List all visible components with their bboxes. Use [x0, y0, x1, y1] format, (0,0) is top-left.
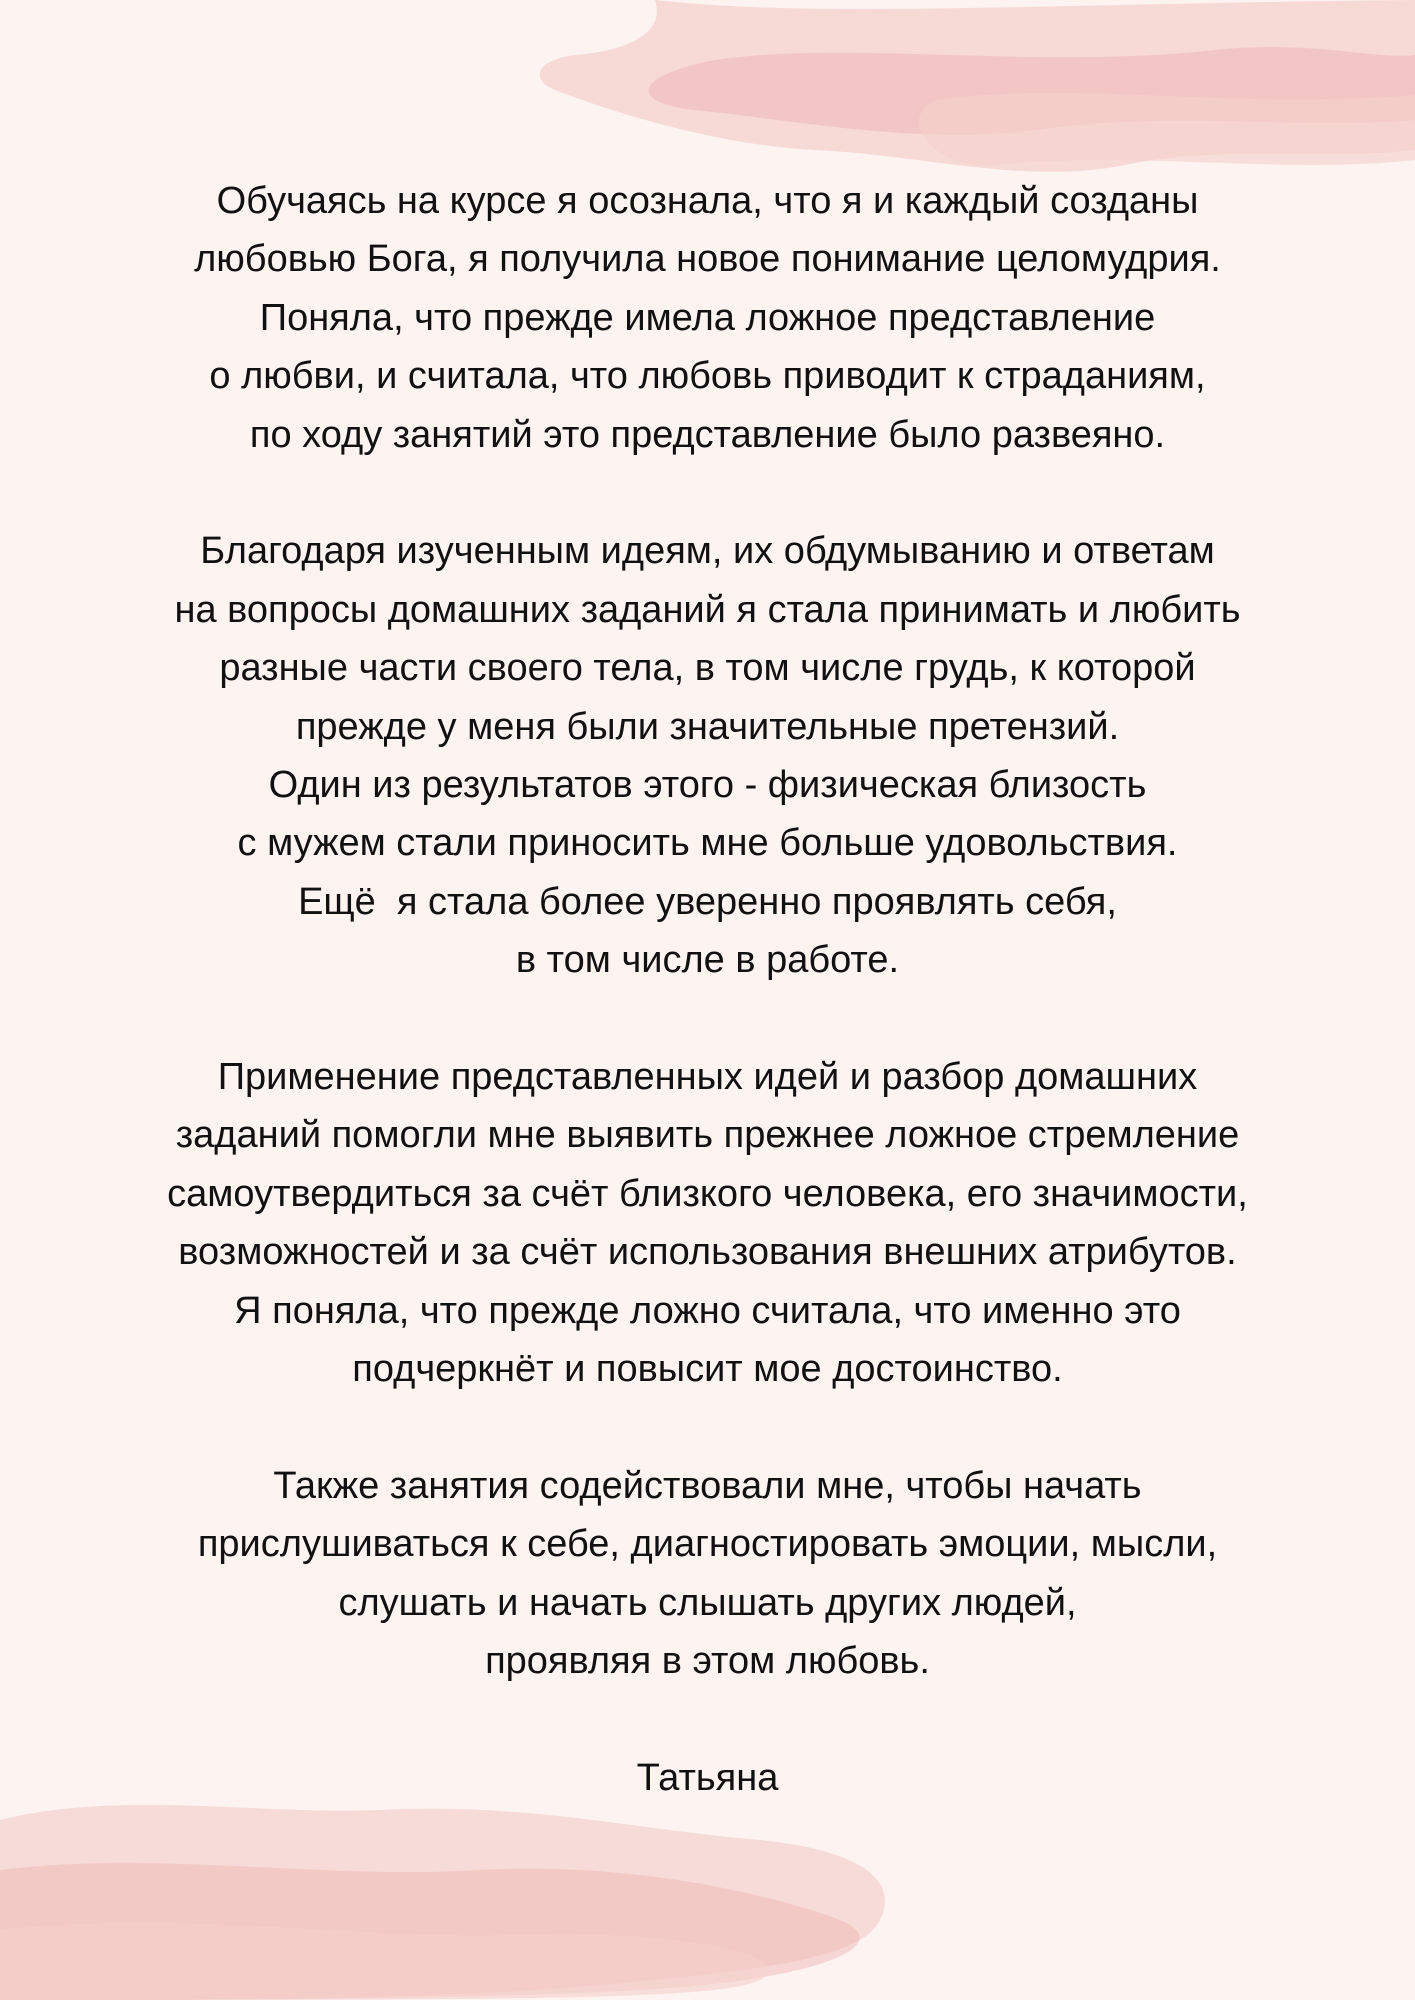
- text-line: Один из результатов этого - физическая близость: [268, 764, 1147, 807]
- watercolor-decoration-top: [515, 0, 1415, 190]
- signature: Татьяна: [636, 1756, 779, 1799]
- text-line: Я поняла, что прежде ложно считала, что именно это: [234, 1289, 1181, 1332]
- text-line: по ходу занятий это представление было развеяно.: [249, 413, 1166, 456]
- text-line: возможностей и за счёт использования внешних атрибутов.: [178, 1231, 1237, 1274]
- text-line: разные части своего тела, в том числе грудь, к которой: [219, 647, 1196, 690]
- paragraph-4: [0, 1457, 1415, 1691]
- paragraph-2: [0, 522, 1415, 989]
- text-line: Обучаясь на курсе я осознала, что я и каждый созданы: [216, 180, 1199, 222]
- text-line: самоутвердиться за счёт близкого человека, его значимости,: [167, 1172, 1248, 1215]
- text-line: на вопросы домашних заданий я стала принимать и любить: [174, 588, 1241, 631]
- text-line: подчеркнёт и повысит мое достоинство.: [352, 1348, 1063, 1391]
- text-line: заданий помогли мне выявить прежнее ложное стремление: [175, 1114, 1240, 1157]
- text-line: прежде у меня были значительные претензий.: [295, 705, 1120, 748]
- text-line: любовью Бога, я получила новое понимание целомудрия.: [194, 238, 1221, 281]
- text-line: о любви, и считала, что любовь приводит к страданиям,: [209, 355, 1206, 398]
- text-line: Поняла, что прежде имела ложное представление: [259, 296, 1156, 339]
- text-line: Благодаря изученным идеям, их обдумыванию и ответам: [200, 530, 1215, 573]
- paragraph-3: [0, 1048, 1415, 1398]
- text-line: с мужем стали приносить мне больше удовольствия.: [237, 822, 1178, 865]
- testimonial-text: [0, 172, 1415, 1807]
- text-line: в том числе в работе.: [515, 939, 900, 982]
- text-line: Ещё я стала более уверенно проявлять себя,: [298, 880, 1117, 923]
- text-line: Также занятия содействовали мне, чтобы начать: [273, 1464, 1142, 1507]
- text-line: проявляя в этом любовь.: [485, 1640, 930, 1683]
- text-line: Применение представленных идей и разбор домашних: [217, 1056, 1198, 1099]
- text-line: слушать и начать слышать других людей,: [338, 1581, 1077, 1624]
- text-line: прислушиваться к себе, диагностировать эмоции, мысли,: [197, 1523, 1218, 1566]
- paragraph-1: [0, 172, 1415, 464]
